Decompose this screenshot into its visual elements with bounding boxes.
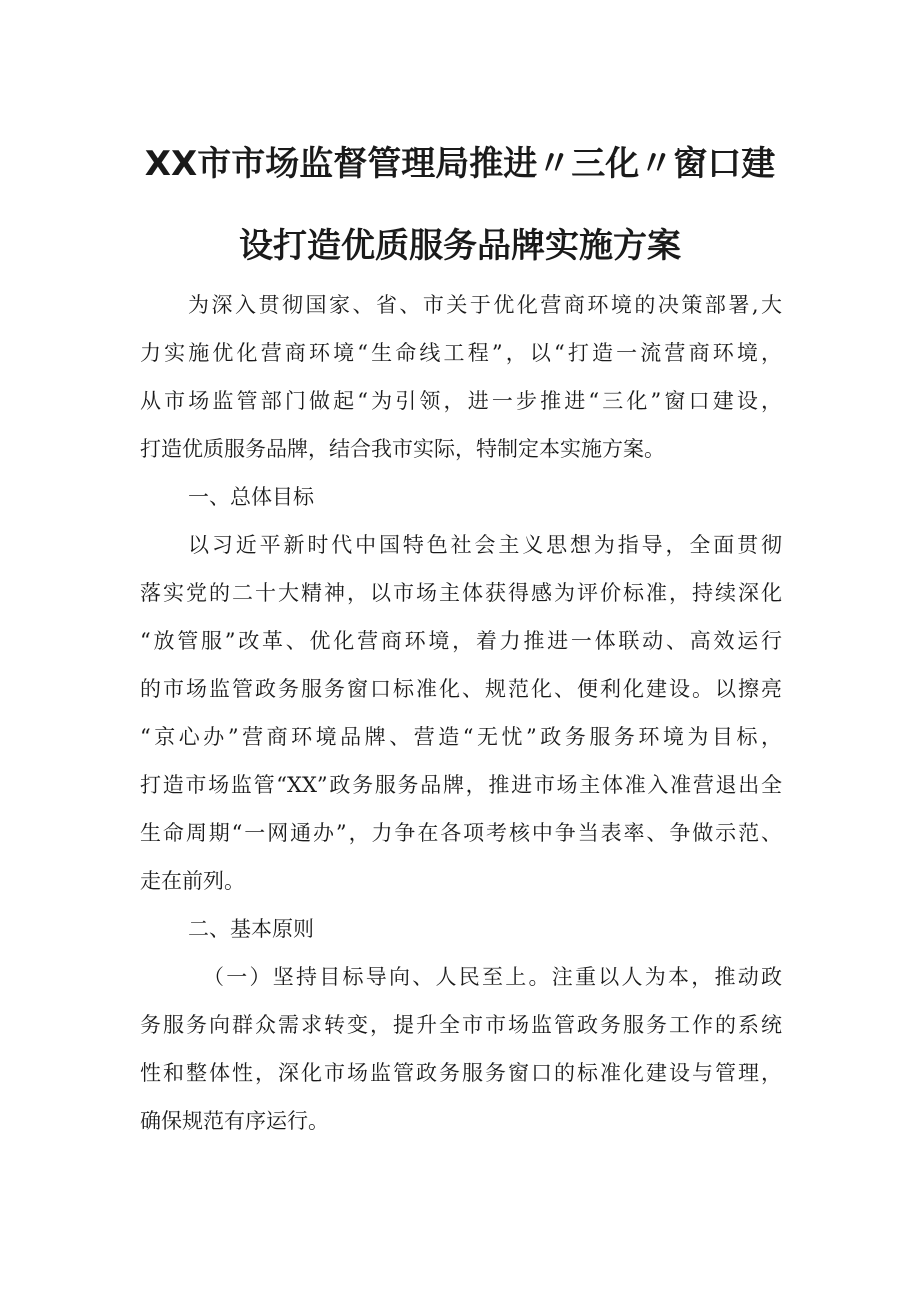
section-1-paragraph-line: 落实党的二十大精神，以市场主体获得感为评价标准，持续深化 — [140, 581, 782, 605]
section-2-paragraph-line: 务服务向群众需求转变，提升全市市场监管政务服务工作的系统 — [140, 1013, 782, 1037]
section-1-paragraph-line: 生命周期“一网通办”，力争在各项考核中争当表率、争做示范、 — [140, 821, 782, 845]
section-1-heading: 一、总体目标 — [188, 485, 314, 509]
section-1-paragraph-line: “放管服”改革、优化营商环境，着力推进一体联动、高效运行 — [140, 629, 782, 653]
section-1-paragraph-line: 走在前列。 — [140, 869, 245, 893]
section-1-paragraph-line: 以习近平新时代中国特色社会主义思想为指导，全面贯彻 — [188, 533, 782, 557]
section-2-heading: 二、基本原则 — [188, 917, 314, 941]
section-2-paragraph-line: （一）坚持目标导向、人民至上。注重以人为本，推动政 — [203, 965, 782, 989]
intro-paragraph-line: 从市场监管部门做起“为引领，进一步推进“三化”窗口建设， — [140, 389, 782, 413]
section-1-paragraph-line: “京心办”营商环境品牌、营造“无忧”政务服务环境为目标， — [140, 725, 782, 749]
section-1-paragraph-line: 的市场监管政务服务窗口标准化、规范化、便利化建设。以擦亮 — [140, 677, 782, 701]
section-1-paragraph-line: 打造市场监管“XX”政务服务品牌，推进市场主体准入准营退出全 — [140, 773, 782, 797]
intro-paragraph-line: 力实施优化营商环境“生命线工程”，以“打造一流营商环境， — [140, 341, 782, 365]
section-2-paragraph-line: 性和整体性，深化市场监管政务服务窗口的标准化建设与管理， — [140, 1061, 782, 1085]
document-title-line-1: XX市市场监督管理局推进〃三化〃窗口建 — [144, 144, 776, 184]
document-title-line-2: 设打造优质服务品牌实施方案 — [239, 226, 681, 266]
section-2-paragraph-line: 确保规范有序运行。 — [140, 1109, 329, 1133]
intro-paragraph-line: 为深入贯彻国家、省、市关于优化营商环境的决策部署,大 — [188, 293, 782, 317]
intro-paragraph-line: 打造优质服务品牌，结合我市实际，特制定本实施方案。 — [140, 437, 665, 461]
